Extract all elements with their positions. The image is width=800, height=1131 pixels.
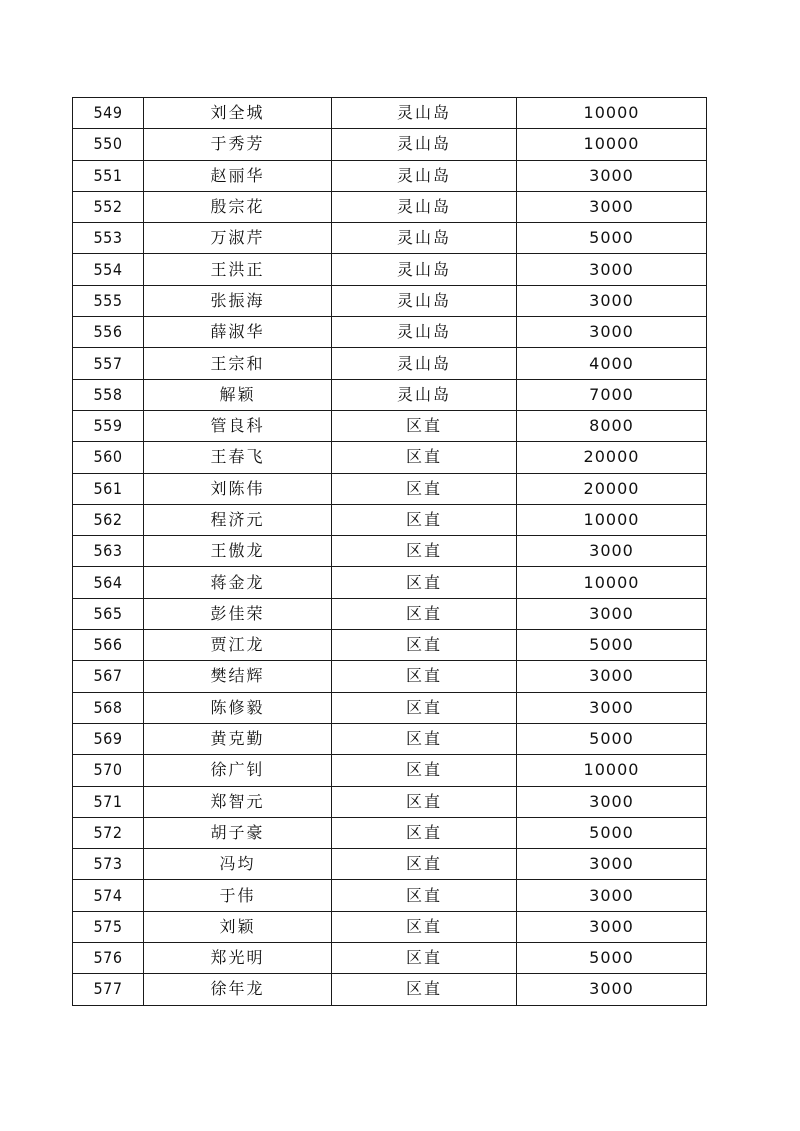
table-row [73, 598, 707, 629]
unit-cell: 区直 [332, 536, 517, 567]
name-cell: 于秀芳 [144, 129, 332, 160]
amount-cell: 5000 [517, 630, 707, 661]
unit-cell: 区直 [332, 911, 517, 942]
row-number-cell: 564 [73, 567, 144, 598]
amount-cell: 10000 [517, 755, 707, 786]
table-row [73, 473, 707, 504]
unit-cell: 灵山岛 [332, 223, 517, 254]
name-cell: 王宗和 [144, 348, 332, 379]
amount-cell: 3000 [517, 974, 707, 1005]
row-number-cell: 575 [73, 911, 144, 942]
name-cell: 樊结辉 [144, 661, 332, 692]
amount-cell: 3000 [517, 911, 707, 942]
row-number-cell: 561 [73, 473, 144, 504]
unit-cell: 区直 [332, 598, 517, 629]
table-row [73, 379, 707, 410]
amount-cell: 10000 [517, 504, 707, 535]
unit-cell: 灵山岛 [332, 379, 517, 410]
name-cell: 徐广钊 [144, 755, 332, 786]
amount-cell: 10000 [517, 567, 707, 598]
amount-cell: 3000 [517, 661, 707, 692]
unit-cell: 区直 [332, 661, 517, 692]
name-cell: 刘全城 [144, 98, 332, 129]
row-number-cell: 557 [73, 348, 144, 379]
row-number-cell: 570 [73, 755, 144, 786]
table-row [73, 410, 707, 441]
amount-cell: 8000 [517, 410, 707, 441]
unit-cell: 区直 [332, 504, 517, 535]
amount-cell: 3000 [517, 880, 707, 911]
row-number-cell: 550 [73, 129, 144, 160]
table-row [73, 442, 707, 473]
name-cell: 郑智元 [144, 786, 332, 817]
amount-cell: 3000 [517, 317, 707, 348]
row-number-cell: 556 [73, 317, 144, 348]
table-row [73, 911, 707, 942]
amount-cell: 3000 [517, 598, 707, 629]
donation-table [72, 97, 707, 1006]
name-cell: 黄克勤 [144, 723, 332, 754]
row-number-cell: 574 [73, 880, 144, 911]
unit-cell: 区直 [332, 974, 517, 1005]
amount-cell: 3000 [517, 692, 707, 723]
unit-cell: 灵山岛 [332, 98, 517, 129]
name-cell: 彭佳荣 [144, 598, 332, 629]
table-row [73, 661, 707, 692]
table-row [73, 160, 707, 191]
table-row [73, 223, 707, 254]
amount-cell: 10000 [517, 98, 707, 129]
unit-cell: 区直 [332, 473, 517, 504]
row-number-cell: 549 [73, 98, 144, 129]
amount-cell: 3000 [517, 254, 707, 285]
name-cell: 赵丽华 [144, 160, 332, 191]
name-cell: 王洪正 [144, 254, 332, 285]
name-cell: 程济元 [144, 504, 332, 535]
unit-cell: 灵山岛 [332, 191, 517, 222]
unit-cell: 区直 [332, 880, 517, 911]
name-cell: 薛淑华 [144, 317, 332, 348]
amount-cell: 3000 [517, 536, 707, 567]
unit-cell: 区直 [332, 410, 517, 441]
name-cell: 于伟 [144, 880, 332, 911]
unit-cell: 区直 [332, 943, 517, 974]
unit-cell: 灵山岛 [332, 317, 517, 348]
row-number-cell: 568 [73, 692, 144, 723]
amount-cell: 5000 [517, 817, 707, 848]
table-row [73, 348, 707, 379]
unit-cell: 灵山岛 [332, 160, 517, 191]
table-row [73, 755, 707, 786]
name-cell: 徐年龙 [144, 974, 332, 1005]
amount-cell: 4000 [517, 348, 707, 379]
row-number-cell: 576 [73, 943, 144, 974]
unit-cell: 灵山岛 [332, 348, 517, 379]
table-row [73, 567, 707, 598]
name-cell: 管良科 [144, 410, 332, 441]
row-number-cell: 555 [73, 285, 144, 316]
row-number-cell: 563 [73, 536, 144, 567]
name-cell: 王春飞 [144, 442, 332, 473]
amount-cell: 5000 [517, 943, 707, 974]
row-number-cell: 551 [73, 160, 144, 191]
row-number-cell: 567 [73, 661, 144, 692]
unit-cell: 区直 [332, 817, 517, 848]
table-row [73, 943, 707, 974]
name-cell: 殷宗花 [144, 191, 332, 222]
amount-cell: 3000 [517, 786, 707, 817]
row-number-cell: 554 [73, 254, 144, 285]
name-cell: 蒋金龙 [144, 567, 332, 598]
unit-cell: 区直 [332, 442, 517, 473]
unit-cell: 区直 [332, 755, 517, 786]
row-number-cell: 560 [73, 442, 144, 473]
name-cell: 胡子豪 [144, 817, 332, 848]
table-row [73, 285, 707, 316]
amount-cell: 20000 [517, 442, 707, 473]
table-row [73, 98, 707, 129]
table-row [73, 817, 707, 848]
amount-cell: 10000 [517, 129, 707, 160]
unit-cell: 区直 [332, 786, 517, 817]
table-row [73, 317, 707, 348]
unit-cell: 区直 [332, 692, 517, 723]
amount-cell: 20000 [517, 473, 707, 504]
unit-cell: 区直 [332, 849, 517, 880]
row-number-cell: 566 [73, 630, 144, 661]
row-number-cell: 572 [73, 817, 144, 848]
amount-cell: 5000 [517, 723, 707, 754]
name-cell: 万淑芹 [144, 223, 332, 254]
table-row [73, 191, 707, 222]
row-number-cell: 553 [73, 223, 144, 254]
name-cell: 陈修毅 [144, 692, 332, 723]
name-cell: 刘陈伟 [144, 473, 332, 504]
amount-cell: 3000 [517, 849, 707, 880]
row-number-cell: 573 [73, 849, 144, 880]
table-body [73, 98, 707, 1006]
amount-cell: 3000 [517, 285, 707, 316]
row-number-cell: 569 [73, 723, 144, 754]
table-row [73, 129, 707, 160]
table-row [73, 254, 707, 285]
table-row [73, 692, 707, 723]
amount-cell: 3000 [517, 160, 707, 191]
row-number-cell: 552 [73, 191, 144, 222]
table-row [73, 849, 707, 880]
name-cell: 贾江龙 [144, 630, 332, 661]
row-number-cell: 571 [73, 786, 144, 817]
row-number-cell: 577 [73, 974, 144, 1005]
table-row [73, 630, 707, 661]
row-number-cell: 562 [73, 504, 144, 535]
amount-cell: 7000 [517, 379, 707, 410]
name-cell: 郑光明 [144, 943, 332, 974]
table-row [73, 504, 707, 535]
table-row [73, 880, 707, 911]
unit-cell: 灵山岛 [332, 129, 517, 160]
amount-cell: 3000 [517, 191, 707, 222]
name-cell: 王傲龙 [144, 536, 332, 567]
table-row [73, 786, 707, 817]
unit-cell: 灵山岛 [332, 254, 517, 285]
name-cell: 解颖 [144, 379, 332, 410]
table-row [73, 723, 707, 754]
name-cell: 刘颖 [144, 911, 332, 942]
table-row [73, 974, 707, 1005]
row-number-cell: 565 [73, 598, 144, 629]
unit-cell: 区直 [332, 567, 517, 598]
unit-cell: 区直 [332, 630, 517, 661]
row-number-cell: 559 [73, 410, 144, 441]
table-row [73, 536, 707, 567]
row-number-cell: 558 [73, 379, 144, 410]
amount-cell: 5000 [517, 223, 707, 254]
name-cell: 冯均 [144, 849, 332, 880]
unit-cell: 区直 [332, 723, 517, 754]
name-cell: 张振海 [144, 285, 332, 316]
unit-cell: 灵山岛 [332, 285, 517, 316]
